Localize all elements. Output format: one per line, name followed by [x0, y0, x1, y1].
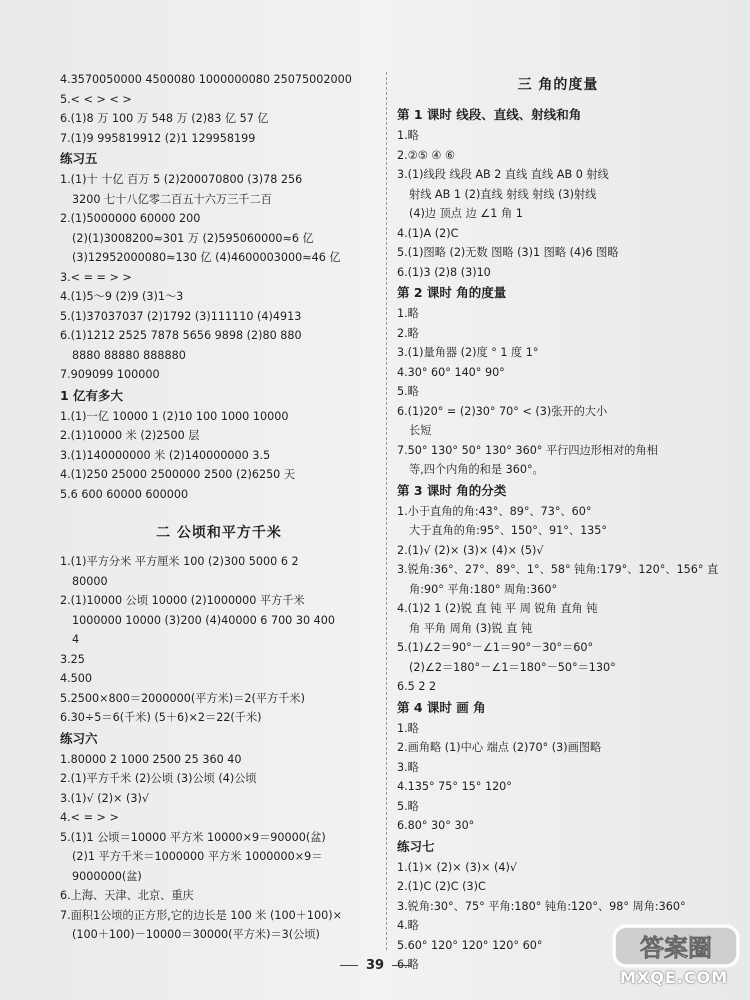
- answer-line: 5.2500×800＝2000000(平方米)＝2(平方千米): [60, 691, 305, 705]
- answer-line: 6.(1)20° = (2)30° 70° < (3)张开的大小: [397, 404, 608, 418]
- answer-line: 4.(1)A (2)C: [397, 226, 459, 240]
- answer-line: 5.略: [397, 799, 419, 813]
- answer-line: 4.< = > >: [60, 811, 119, 824]
- lesson-4-list: [397, 719, 719, 836]
- answer-line: 4.30° 60° 140° 90°: [397, 365, 505, 379]
- answer-line: 6.30÷5＝6(千米) (5＋6)×2＝22(千米): [60, 711, 262, 724]
- lesson-2-heading: 第 2 课时 角的度量: [397, 285, 507, 300]
- answer-line: 4.略: [397, 919, 419, 932]
- answer-line: 长短: [409, 424, 432, 437]
- answer-line: 5.< < > < >: [60, 92, 132, 106]
- answer-line: 5.(1)37037037 (2)1792 (3)111110 (4)4913: [60, 309, 302, 323]
- watermark-url: MXQE.COM: [620, 968, 729, 987]
- watermark-logo: [612, 922, 740, 970]
- answer-line: 7.909099 100000: [60, 368, 160, 381]
- answer-line: 1.(1)平方分米 平方厘米 100 (2)300 5000 6 2: [60, 555, 299, 568]
- answer-line: 2.(1)C (2)C (3)C: [397, 880, 486, 893]
- answer-line: 5.6 600 60000 600000: [60, 487, 189, 501]
- answer-line: 1.80000 2 1000 2500 25 360 40: [60, 752, 242, 766]
- answer-line: 4.(1)5～9 (2)9 (3)1～3: [60, 290, 184, 303]
- answer-line: 5.(1)∠2＝90°－∠1＝90°－30°＝60°: [397, 641, 594, 654]
- answer-line: 5.60° 120° 120° 120° 60°: [397, 938, 543, 952]
- right-column: [397, 70, 719, 975]
- answer-line: 6.(1)1212 2525 7878 5656 9898 (2)80 880: [60, 329, 302, 342]
- block1-list: [60, 70, 378, 148]
- answer-line: 3.25: [60, 652, 85, 666]
- answer-line: 4.(1)2 1 (2)锐 直 钝 平 周 锐角 直角 钝: [397, 602, 598, 615]
- section-2-title: 二 公顷和平方千米: [156, 525, 282, 541]
- answer-line: 1.略: [397, 129, 419, 142]
- answer-line: 7.50° 130° 50° 130° 360° 平行四边形相对的角相: [397, 443, 658, 457]
- billion-heading: 1 亿有多大: [60, 387, 124, 403]
- answer-line: 1.略: [397, 721, 419, 735]
- answer-line: 2.(1)10000 公顷 10000 (2)1000000 平方千米: [60, 594, 305, 607]
- section-2-list: [60, 552, 378, 728]
- answer-line: 角:90° 平角:180° 周角:360°: [409, 582, 558, 596]
- answer-line: 5.(1)1 公顷＝10000 平方米 10000×9＝90000(盆): [60, 830, 326, 844]
- exercise-5-list: [60, 170, 378, 385]
- section-3-title: 三 角的度量: [517, 77, 599, 93]
- answer-line: 6.(1)3 (2)8 (3)10: [397, 265, 491, 279]
- answer-line: 3.(1)√ (2)× (3)√: [60, 791, 149, 805]
- answer-line: 6.上海、天津、北京、重庆: [60, 889, 194, 902]
- answer-line: 4: [72, 633, 80, 646]
- answer-line: 2.(1)5000000 60000 200: [60, 212, 201, 225]
- answer-line: 角 平角 周角 (3)锐 直 钝: [409, 621, 533, 635]
- answer-line: 7.(1)9 995819912 (2)1 129958199: [60, 131, 256, 145]
- answer-line: 3200 七十八亿零二百五十六万三千二百: [72, 192, 272, 206]
- exercise-6-heading: 练习六: [60, 730, 98, 746]
- exercise-6-list: [60, 750, 378, 945]
- lesson-3-heading: 第 3 课时 角的分类: [397, 482, 507, 498]
- answer-line: 2.(1)√ (2)× (3)× (4)× (5)√: [397, 543, 544, 557]
- lesson-1-heading: 第 1 课时 线段、直线、射线和角: [397, 107, 582, 122]
- answer-line: (4)边 顶点 边 ∠1 角 1: [409, 207, 523, 220]
- watermark-logo-text: 答案圈: [640, 934, 712, 962]
- answer-line: 5.(1)图略 (2)无数 图略 (3)1 图略 (4)6 图略: [397, 246, 619, 259]
- answer-line: 1.(1)十 十亿 百万 5 (2)200070800 (3)78 256: [60, 173, 303, 186]
- answer-line: 3.(1)140000000 米 (2)140000000 3.5: [60, 448, 271, 462]
- answer-line: 6.5 2 2: [397, 680, 437, 693]
- answer-line: 大于直角的角:95°、150°、91°、135°: [409, 524, 608, 537]
- answer-line: 2.画角略 (1)中心 端点 (2)70° (3)画图略: [397, 741, 602, 754]
- answer-line: 3.锐角:36°、27°、89°、1°、58° 钝角:179°、120°、156° 直: [397, 563, 719, 576]
- answer-line: 3.< = = > >: [60, 270, 132, 284]
- answer-line: 1.(1)一亿 10000 1 (2)10 100 1000 10000: [60, 409, 289, 423]
- answer-line: (100＋100)－10000＝30000(平方米)＝3(公顷): [72, 928, 320, 941]
- answer-line: 1.略: [397, 307, 419, 320]
- answer-line: 80000: [72, 574, 108, 588]
- answer-line: 2.②⑤ ④ ⑥: [397, 148, 455, 162]
- answer-line: 2.(1)10000 米 (2)2500 层: [60, 429, 200, 442]
- answer-line: 6.80° 30° 30°: [397, 819, 475, 832]
- answer-line: (2)1 平方千米＝1000000 平方米 1000000×9＝: [72, 850, 323, 863]
- answer-line: 2.(1)平方千米 (2)公顷 (3)公顷 (4)公顷: [60, 772, 257, 785]
- answer-line: 4.(1)250 25000 2500000 2500 (2)6250 天: [60, 468, 296, 481]
- answer-line: 等,四个内角的和是 360°。: [409, 463, 544, 476]
- answer-line: 6.(1)8 万 100 万 548 万 (2)83 亿 57 亿: [60, 112, 269, 125]
- answer-line: 1.小于直角的角:43°、89°、73°、60°: [397, 504, 592, 518]
- answer-line: 4.135° 75° 15° 120°: [397, 780, 512, 793]
- lesson-3-list: [397, 502, 719, 697]
- column-divider: [386, 72, 387, 950]
- exercise-5-heading: 练习五: [60, 151, 98, 166]
- answer-line: 3.(1)量角器 (2)度 ° 1 度 1°: [397, 346, 539, 359]
- answer-line: 射线 AB 1 (2)直线 射线 射线 (3)射线: [409, 187, 597, 201]
- answer-line: 4.3570050000 4500080 1000000080 25075002000: [60, 73, 352, 86]
- lesson-4-heading: 第 4 课时 画 角: [397, 699, 486, 715]
- answer-line: 1.(1)× (2)× (3)× (4)√: [397, 860, 517, 874]
- billion-list: [60, 407, 378, 505]
- answer-line: 7.面积1公顷的正方形,它的边长是 100 米 (100＋100)×: [60, 908, 342, 922]
- answer-line: 5.略: [397, 385, 419, 398]
- answer-line: 9000000(盆): [72, 869, 142, 883]
- answer-line: 3.(1)线段 线段 AB 2 直线 直线 AB 0 射线: [397, 168, 609, 181]
- lesson-2-list: [397, 304, 719, 480]
- exercise-7-heading: 练习七: [397, 838, 435, 854]
- page-number-text: 39: [365, 958, 385, 973]
- answer-line: 3.锐角:30°、75° 平角:180° 钝角:120°、98° 周角:360°: [397, 899, 686, 913]
- answer-line: (2)∠2＝180°－∠1＝180°－50°＝130°: [409, 660, 616, 674]
- answer-line: 8880 88880 888880: [72, 348, 186, 362]
- answer-line: (2)(1)3008200≈301 万 (2)595060000≈6 亿: [72, 231, 314, 245]
- left-column: [60, 70, 378, 945]
- answer-line: 3.略: [397, 760, 419, 774]
- answer-line: 4.500: [60, 672, 93, 685]
- answer-line: 6.略: [397, 958, 419, 971]
- answer-line: (3)12952000080≈130 亿 (4)4600003000≈46 亿: [72, 251, 341, 264]
- lesson-1-list: [397, 126, 719, 282]
- answer-line: 2.略: [397, 326, 419, 340]
- answer-line: 1000000 10000 (3)200 (4)40000 6 700 30 400: [72, 613, 336, 627]
